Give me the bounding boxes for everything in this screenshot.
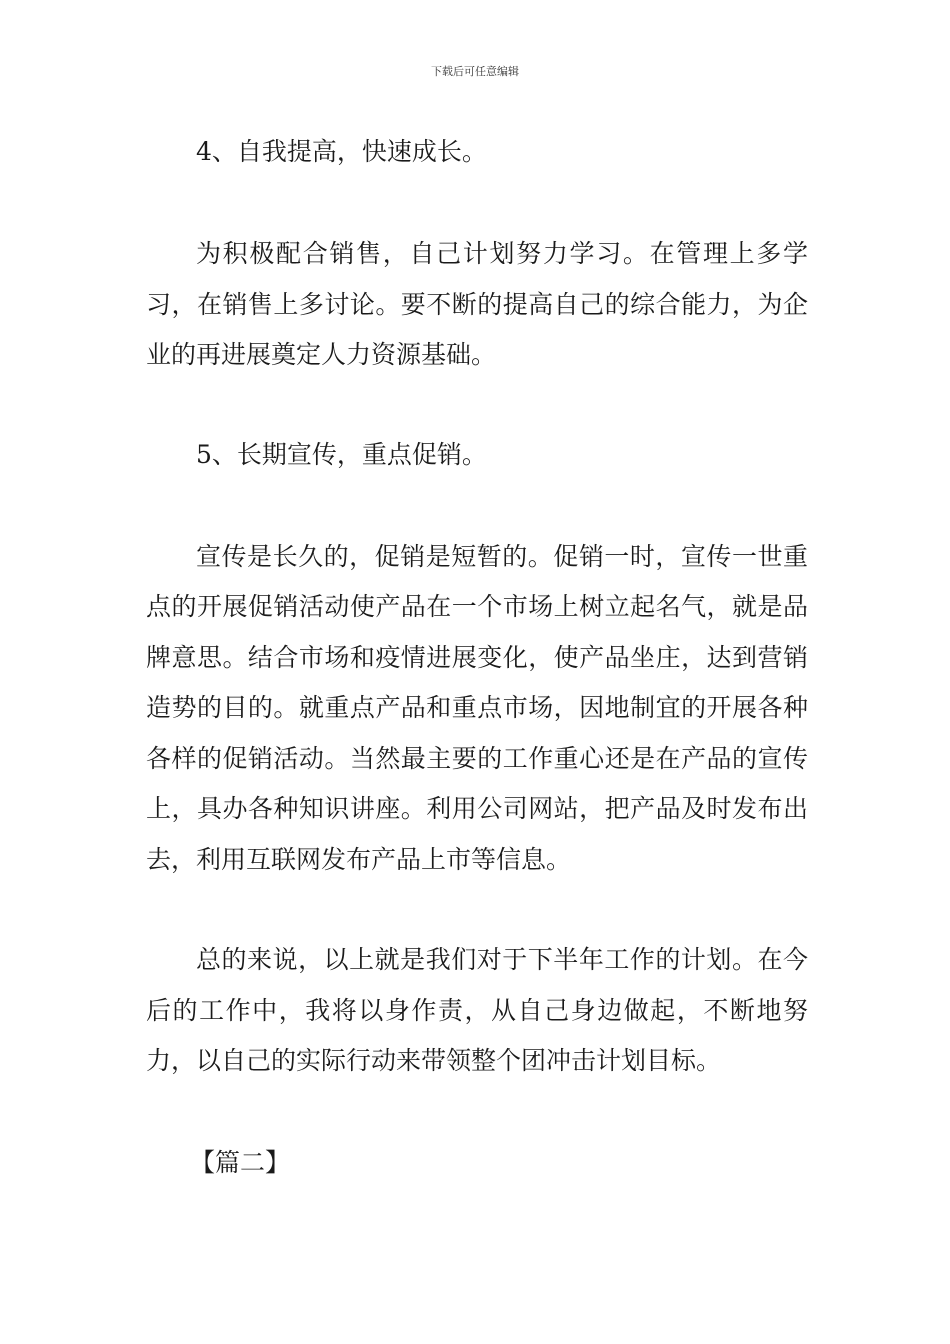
heading-item-5: 5、长期宣传，重点促销。	[196, 439, 487, 469]
paragraph-promotion: 宣传是长久的，促销是短暂的。促销一时，宣传一世重点的开展促销活动使产品在一个市场上树立起名气，就是品牌意思。结合市场和疫情进展变化，使产品坐庄，达到营销造势的目的。就重点产品和重点市场，因地制宜的开展各种各样的促销活动。当然最主要的工作重心还是在产品的宣传上，具办各种知识讲座。利用公司网站，把产品及时发布出去，利用互联网发布产品上市等信息。	[146, 541, 808, 874]
paragraph-learning: 为积极配合销售，自己计划努力学习。在管理上多学习，在销售上多讨论。要不断的提高自己的综合能力，为企业的再进展奠定人力资源基础。	[146, 239, 808, 369]
paragraph-summary: 总的来说，以上就是我们对于下半年工作的计划。在今后的工作中，我将以身作责，从自己身边做起，不断地努力，以自己的实际行动来带领整个团冲击计划目标。	[146, 945, 808, 1075]
page-header: 下载后可任意编辑	[431, 65, 519, 78]
section-title-part-two: 【篇二】	[190, 1147, 291, 1177]
document-body	[146, 128, 808, 1187]
heading-item-4: 4、自我提高，快速成长。	[196, 137, 487, 166]
